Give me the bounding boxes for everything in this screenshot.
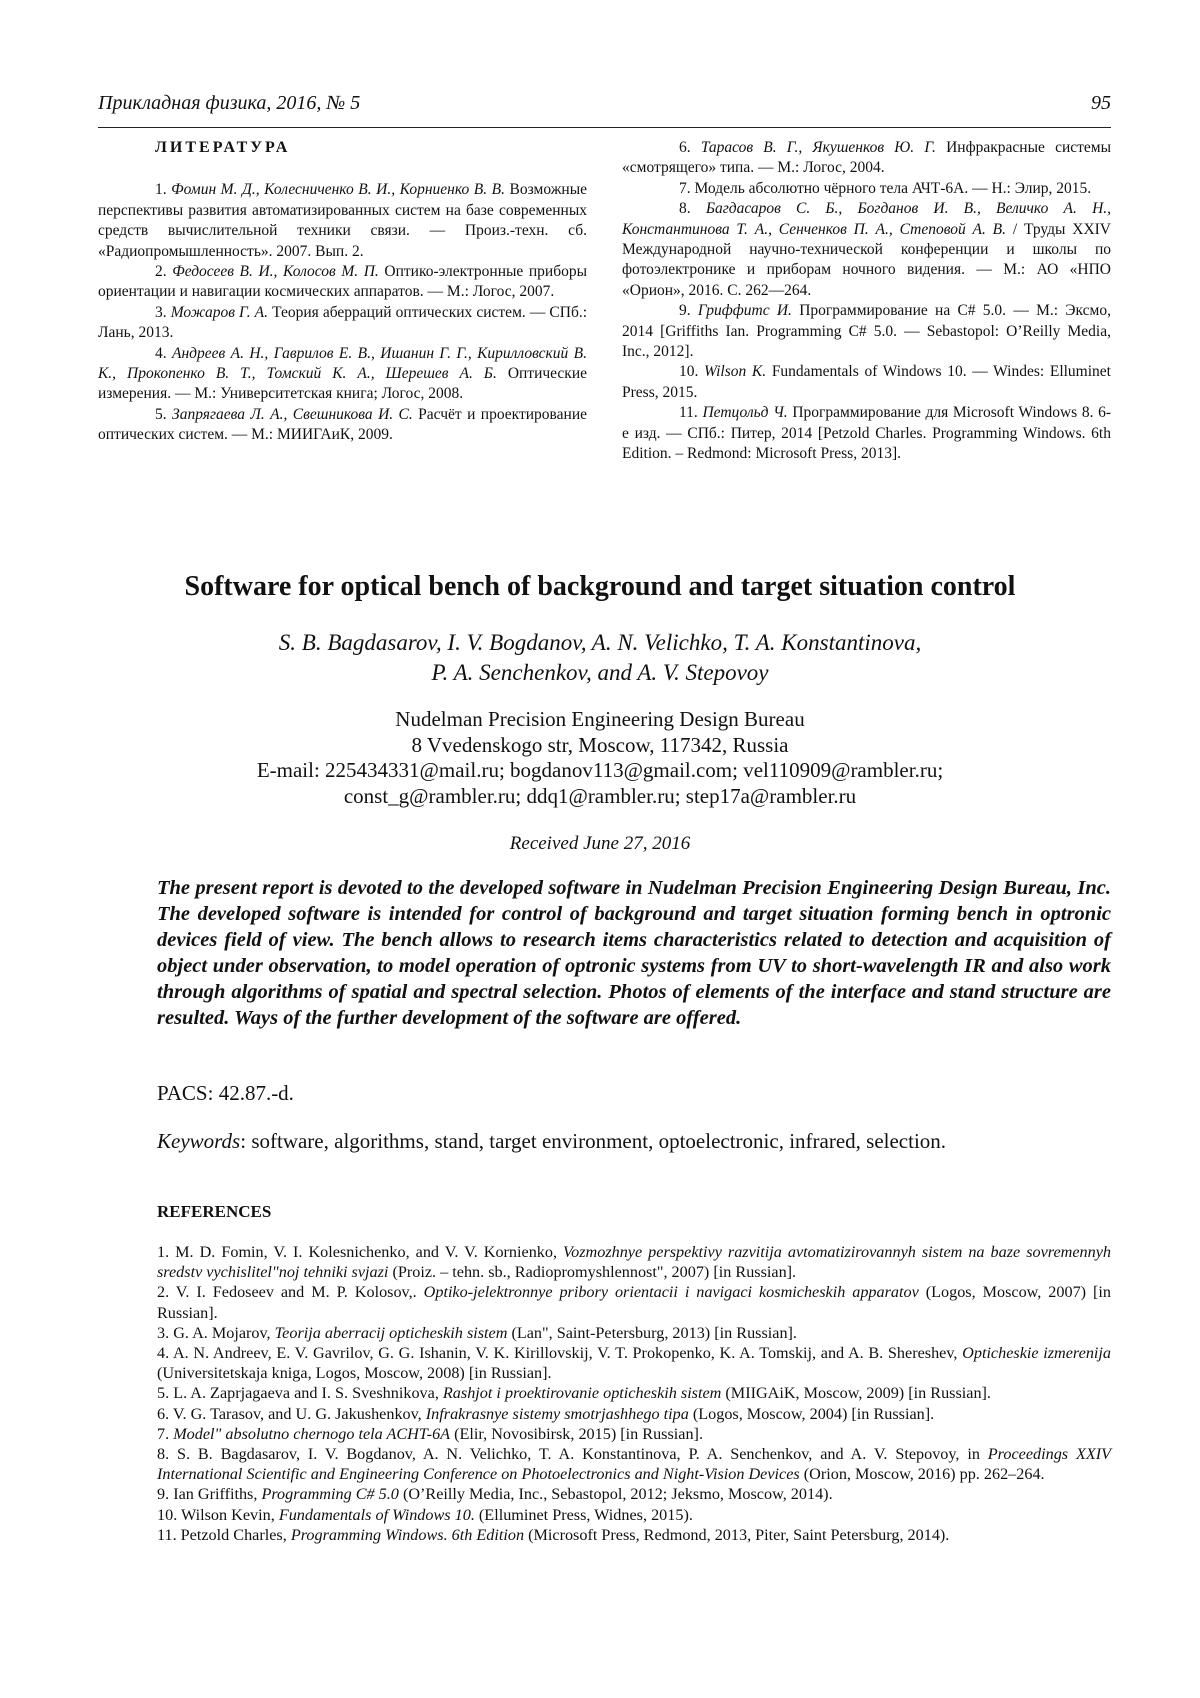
literature-column-left [98, 138, 587, 446]
reference-item: 4. A. N. Andreev, E. V. Gavrilov, G. G. Ishanin, V. K. Kirillovskij, V. T. Prokopenko, K. A. Tomskij, and A. B. Shereshev, Opticheskie izmerenija (Universitetskaja kniga, Logos, Moscow, 2008) [in Russian]. [157, 1344, 1111, 1383]
reference-item: 11. Petzold Charles, Programming Windows. 6th Edition (Microsoft Press, Redmond, 2013, Piter, Saint Petersburg, 2014). [157, 1525, 950, 1544]
running-header [98, 92, 1111, 128]
emails: const_g@rambler.ru; ddq1@rambler.ru; step17a@rambler.ru [343, 783, 857, 808]
literature-item: 1. Фомин М. Д., Колесниченко В. И., Корниенко В. В. Возможные перспективы развития автоматизированных систем на базе современных средств вычислительной техники связи. — Произ.-техн. сб. «Радиопромышленность». 2007. Вып. 2. [98, 181, 588, 260]
reference-item: 2. V. I. Fedoseev and M. P. Kolosov,. Optiko-jelektronnye pribory orientacii i navigaci kosmicheskih apparatov (Logos, Moscow, 2007) [in Russian]. [157, 1283, 1112, 1322]
references-heading: REFERENCES [157, 1202, 272, 1221]
reference-item: 7. Model" absolutno chernogo tela ACHT-6A (Elir, Novosibirsk, 2015) [in Russian]. [157, 1424, 703, 1443]
address: 8 Vvedenskogo str, Moscow, 117342, Russia [411, 732, 789, 757]
references-list [157, 1242, 1111, 1545]
article-authors: S. B. Bagdasarov, I. V. Bogdanov, A. N. Velichko, T. A. Konstantinova, P. A. Senchenkov, and A. V. Stepovoy [278, 630, 922, 685]
literature-item: 11. Петцольд Ч. Программирование для Microsoft Windows 8. 6-е изд. — СПб.: Питер, 2014 [Petzold Charles. Programming Windows. 6th Edition. – Redmond: Microsoft Press, 2013]. [622, 404, 1111, 463]
affiliation: Nudelman Precision Engineering Design Bureau [395, 707, 805, 731]
abstract: The present report is devoted to the developed software in Nudelman Precision Engineering Design Bureau, Inc. The developed software is intended for control of background and target situation forming bench in optronic devices field of view. The bench allows to research items characteristics related to detection and acquisition of object under observation, to model operation of optronic systems from UV to short-wavelength IR and also work through algorithms of spatial and spectral selection. Photos of elements of the interface and stand structure are resulted. Ways of the further development of the software are offered. [157, 877, 1111, 1029]
literature-item: 5. Запрягаева Л. А., Свешникова И. С. Расчёт и проектирование оптических систем. — М.: МИИГАиК, 2009. [98, 405, 588, 444]
literature-heading: ЛИТЕРАТУРА [155, 139, 291, 156]
literature-item: 6. Тарасов В. Г., Якушенков Ю. Г. Инфракрасные системы «смотрящего» типа. — М.: Логос, 2004. [622, 139, 1111, 177]
reference-item: 6. V. G. Tarasov, and U. G. Jakushenkov, Infrakrasnye sistemy smotrjashhego tipa (Logos, Moscow, 2004) [in Russian]. [157, 1404, 935, 1423]
literature-column-right [622, 138, 1111, 465]
reference-item: 8. S. B. Bagdasarov, I. V. Bogdanov, A. N. Velichko, T. A. Konstantinova, P. A. Senchenkov, and A. V. Stepovoy, in Proceedings XXIV International Scientific and Engineering Conference on Photoelectronics and Night-Vision Devices (Orion, Moscow, 2016) pp. 262–264. [157, 1445, 1111, 1484]
literature-item: 10. Wilson K. Fundamentals of Windows 10. — Windes: Elluminet Press, 2015. [622, 363, 1111, 401]
literature-item: 4. Андреев А. Н., Гаврилов Е. В., Ишанин Г. Г., Кирилловский В. К., Прокопенко В. Т., Томский К. А., Шерешев А. Б. Оптические измерения. — М.: Университетская книга; Логос, 2008. [98, 344, 588, 403]
literature-item: 9. Гриффитс И. Программирование на C# 5.0. — М.: Эксмо, 2014 [Griffiths Ian. Programming C# 5.0. — Sebastopol: O’Reilly Media, Inc., 2012]. [622, 302, 1111, 361]
received-date: Received June 27, 2016 [509, 833, 691, 854]
reference-item: 1. M. D. Fomin, V. I. Kolesnichenko, and V. V. Kornienko, Vozmozhnye perspektivy razvitija avtomatizirovannyh sistem na baze sovremennyh sredstv vychislitel"noj tehniki svjazi (Proiz. – tehn. sb., Radiopromyshlennost", 2007) [in Russian]. [157, 1243, 1112, 1282]
page-number: 95 [1091, 92, 1111, 114]
keywords: Keywords: software, algorithms, stand, target environment, optoelectronic, infrared, selection. [157, 1129, 947, 1153]
journal-title: Прикладная физика, 2016, № 5 [98, 92, 361, 114]
pacs-code: PACS: 42.87.-d. [157, 1081, 294, 1105]
affiliation-block [0, 707, 1200, 809]
reference-item: 10. Wilson Kevin, Fundamentals of Windows 10. (Elluminet Press, Widnes, 2015). [157, 1505, 693, 1524]
emails: E-mail: 225434331@mail.ru; bogdanov113@gmail.com; vel110909@rambler.ru; [256, 758, 944, 782]
literature-item: 3. Можаров Г. А. Теория аберраций оптических систем. — СПб.: Лань, 2013. [98, 303, 588, 342]
article-title: Software for optical bench of background and target situation control [184, 571, 1016, 602]
reference-item: 5. L. A. Zaprjagaeva and I. S. Sveshnikova, Rashjot i proektirovanie opticheskih sistem (MIIGAiK, Moscow, 2009) [in Russian]. [157, 1384, 991, 1403]
literature-item: 7. Модель абсолютно чёрного тела АЧТ-6А. — Н.: Элир, 2015. [679, 179, 1092, 197]
reference-item: 9. Ian Griffiths, Programming C# 5.0 (O’Reilly Media, Inc., Sebastopol, 2012; Jeksmo, Moscow, 2014). [157, 1485, 833, 1504]
reference-item: 3. G. A. Mojarov, Teorija aberracij opticheskih sistem (Lan", Saint-Petersburg, 2013) [in Russian]. [157, 1323, 797, 1342]
literature-item: 8. Багдасаров С. Б., Богданов И. В., Величко А. Н., Константинова Т. А., Сенченков П. А., Степовой А. В. / Труды XXIV Международной научно-технической конференции и школы по фотоэлектронике и приборам ночного видения. — М.: АО «НПО «Орион», 2016. С. 262—264. [622, 200, 1112, 299]
literature-item: 2. Федосеев В. И., Колосов М. П. Оптико-электронные приборы ориентации и навигации космических аппаратов. — М.: Логос, 2007. [98, 263, 588, 301]
